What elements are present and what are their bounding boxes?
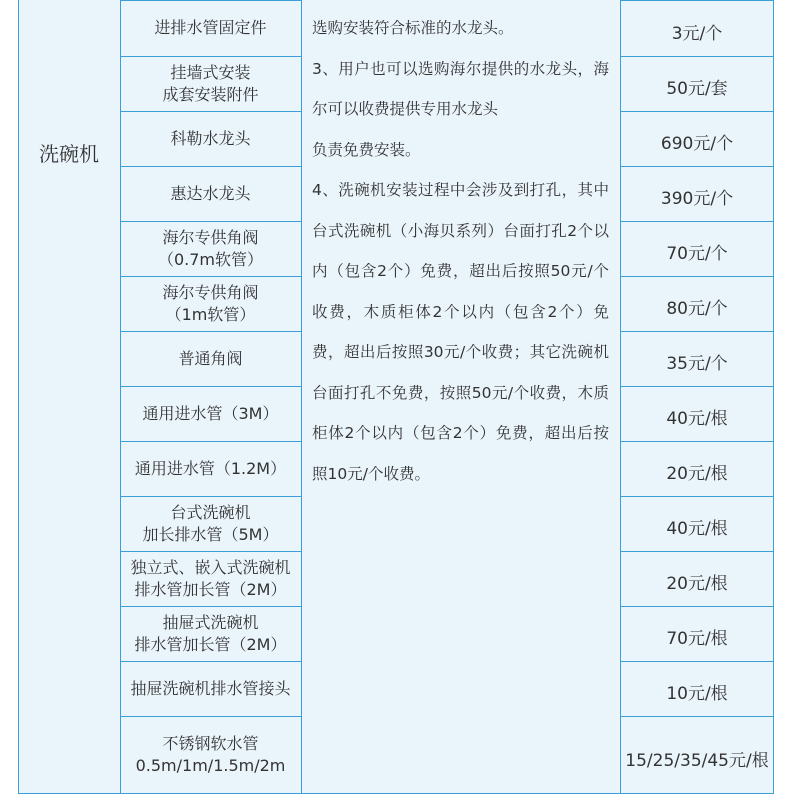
row-divider	[620, 331, 774, 332]
item-name: 科勒水龙头	[170, 128, 251, 148]
item-name: 不锈钢软水管 0.5m/1m/1.5m/2m	[135, 734, 286, 775]
item-price: 3元/个	[671, 23, 723, 44]
row-divider	[620, 221, 774, 222]
row-divider	[620, 0, 774, 1]
item-name: 进排水管固定件	[154, 18, 267, 37]
item-price: 50元/套	[666, 79, 728, 99]
row-divider	[620, 716, 774, 717]
category-label: 洗碗机	[39, 141, 99, 166]
row-divider	[120, 0, 301, 1]
item-name: 普通角阀	[178, 348, 243, 368]
row-divider	[620, 661, 774, 662]
item-price: 20元/根	[666, 574, 728, 594]
item-name: 海尔专供角阀 （1m软管）	[162, 282, 259, 324]
item-price: 40元/根	[666, 409, 728, 429]
row-divider	[620, 441, 774, 442]
item-price: 80元/个	[666, 299, 728, 319]
row-divider	[620, 166, 774, 167]
row-divider	[620, 606, 774, 607]
item-name: 抽屉式洗碗机 排水管加长管（2M）	[134, 612, 287, 654]
item-price: 70元/根	[666, 629, 728, 649]
item-name: 挂墙式安装 成套安装附件	[162, 62, 259, 104]
item-name: 抽屉洗碗机排水管接头	[130, 678, 291, 698]
item-price: 20元/根	[666, 464, 728, 484]
item-price: 40元/根	[666, 519, 728, 539]
item-name: 独立式、嵌入式洗碗机 排水管加长管（2M）	[130, 557, 291, 599]
row-divider	[620, 496, 774, 497]
item-name: 通用进水管（3M）	[142, 403, 279, 423]
note-paragraph: 选购安装符合标准的水龙头。	[312, 19, 514, 37]
note-paragraph: 3、用户也可以选购海尔提供的水龙头，海尔可以收费提供专用水龙头	[312, 59, 609, 118]
row-divider	[620, 386, 774, 387]
note-paragraph: 4、洗碗机安装过程中会涉及到打孔，其中台式洗碗机（小海贝系列）台面打孔2个以内（包含2个）免费，超出后按照50元/个收费，木质柜体2个以内（包含2个）免费，超出后按照30元/个收费；其它洗碗机台面打孔不免费，按照50元/个收费，木质柜体2个以内（包含2个）免费，超出后按照10元/个收费。	[312, 181, 609, 483]
item-name: 通用进水管（1.2M）	[134, 458, 287, 478]
item-price: 390元/个	[660, 189, 734, 209]
item-price: 10元/根	[666, 684, 728, 704]
item-name: 台式洗碗机 加长排水管（5M）	[142, 502, 279, 544]
note-paragraph: 负责免费安装。	[312, 140, 421, 159]
row-divider	[620, 111, 774, 112]
row-divider	[620, 551, 774, 552]
item-name: 惠达水龙头	[170, 183, 251, 203]
row-divider	[620, 276, 774, 277]
item-price: 690元/个	[660, 134, 734, 154]
row-divider	[620, 56, 774, 57]
item-price: 35元/个	[666, 354, 728, 374]
item-price: 15/25/35/45元/根	[625, 750, 769, 771]
installation-notes	[301, 0, 620, 794]
item-name: 海尔专供角阀 （0.7m软管）	[157, 227, 264, 269]
item-price: 70元/个	[666, 244, 728, 264]
